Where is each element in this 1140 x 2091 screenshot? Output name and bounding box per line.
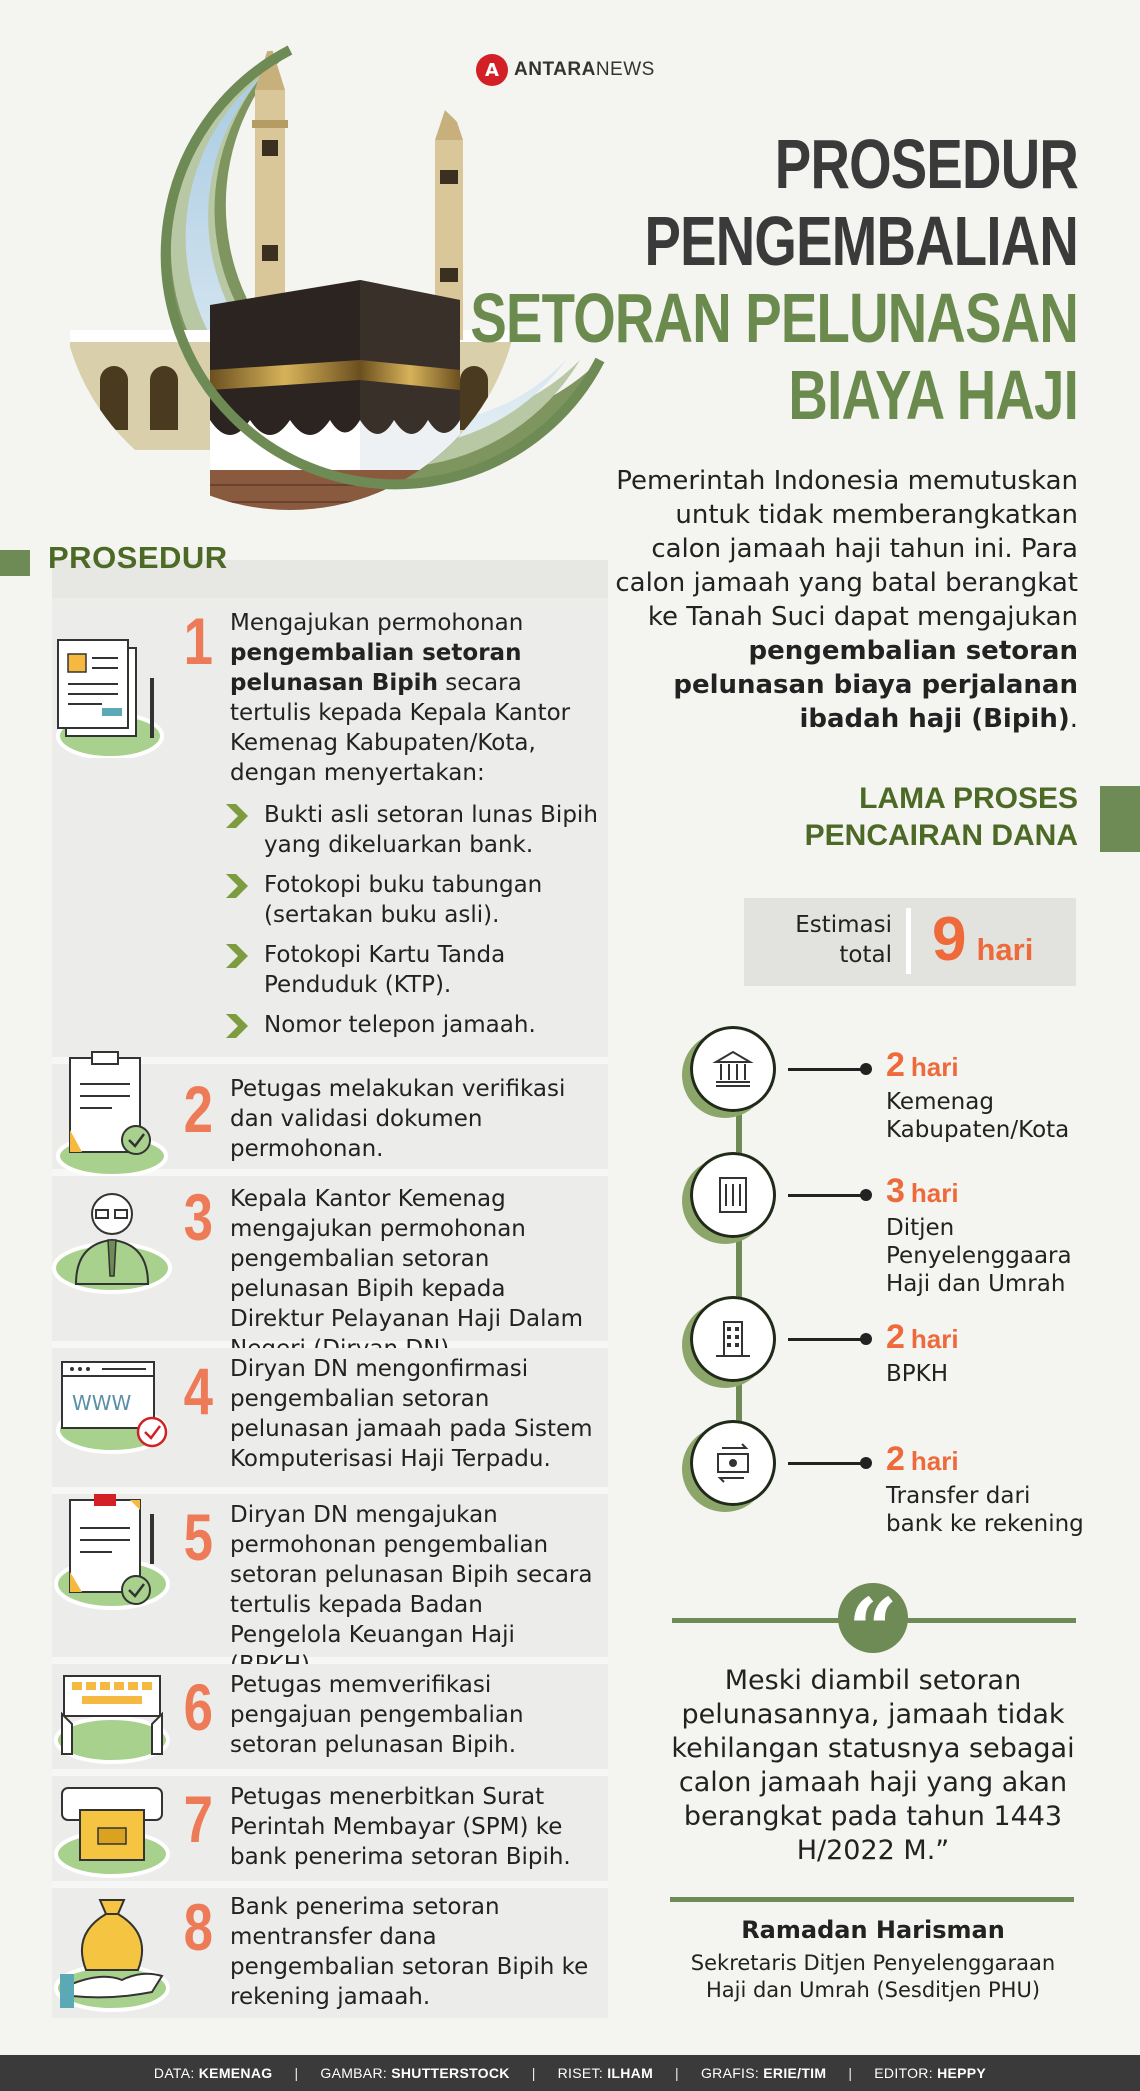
timeline-days-2: [886, 1172, 959, 1211]
procedure-step-3: [52, 1176, 608, 1348]
procedure-step-5: [52, 1494, 608, 1664]
divider: [906, 908, 911, 974]
requirement-text: Bukti asli setoran lunas Bipih yang dikeluarkan bank.: [264, 802, 598, 858]
procedure-heading: PROSEDUR: [48, 540, 228, 575]
intro-paragraph: [608, 464, 1078, 736]
credit-label: GRAFIS:: [700, 2065, 764, 2081]
quote-text: Meski diambil setoran pelunasannya, jamaah tidak kehilangan statusnya sebagai calon jamaah haji yang akan berangkat pada tahun 1443 H/2022 M.”: [671, 1665, 1075, 1866]
requirement-text: Fotokopi Kartu Tanda Penduduk (KTP).: [264, 942, 506, 998]
step-number: 3: [183, 1180, 214, 1254]
title-line-2: PENGEMBALIAN: [644, 202, 1078, 280]
estimated-total-label: Estimasi total: [795, 912, 892, 968]
chevron-right-icon: [226, 804, 252, 828]
money-transfer-icon: [712, 1442, 754, 1484]
intro-bold-text: pengembalian setoran pelunasan biaya perjalanan ibadah haji (Bipih): [673, 636, 1078, 734]
quote-bottom-rule: [670, 1897, 1074, 1902]
credit-value: KEMENAG: [198, 2065, 273, 2081]
separator: |: [294, 2065, 299, 2081]
step-number: 5: [183, 1500, 214, 1574]
procedure-step-6: [52, 1664, 608, 1776]
estimated-days-unit: hari: [976, 932, 1034, 967]
credit-label: EDITOR:: [874, 2065, 938, 2081]
keyboard-hands-icon: [52, 1664, 177, 1774]
days-number: 3: [886, 1172, 905, 1210]
timeline-node-2: [690, 1152, 776, 1238]
timeline-node-1: [690, 1026, 776, 1112]
step-text: Diryan DN mengonfirmasi pengembalian setoran pelunasan jamaah pada Sistem Komputerisasi Haji Terpadu.: [230, 1356, 593, 1472]
timeline-label-4: Transfer dari bank ke rekening: [886, 1483, 1084, 1537]
timeline-connector: [788, 1338, 868, 1341]
days-unit: hari: [910, 1446, 959, 1476]
requirement-text: Nomor telepon jamaah.: [264, 1012, 536, 1038]
timeline-dot: [860, 1333, 872, 1345]
step-number: 7: [183, 1782, 214, 1856]
requirement-item: [226, 800, 600, 860]
step-text: Petugas melakukan verifikasi dan validasi dokumen permohonan.: [230, 1076, 566, 1162]
procedure-step-8: [52, 1888, 608, 2018]
credits-footer: [0, 2055, 1140, 2091]
days-number: 2: [886, 1440, 905, 1478]
step-text: [230, 608, 600, 1050]
timeline-connector: [788, 1194, 868, 1197]
timeline-connector: [788, 1068, 868, 1071]
web-browser-icon: [52, 1356, 177, 1468]
timeline-connector: [788, 1462, 868, 1465]
office-building-icon: [712, 1174, 754, 1216]
official-person-icon: [52, 1184, 177, 1314]
tower-building-icon: [712, 1318, 754, 1360]
step-1-text-post: secara tertulis kepada Kepala Kantor Kemenag Kabupaten/Kota, dengan menyertakan:: [230, 670, 571, 786]
section-accent-bar: [0, 550, 30, 576]
separator: |: [675, 2065, 679, 2081]
antara-logo-icon: A: [476, 54, 508, 86]
days-number: 2: [886, 1318, 905, 1356]
step-text: Bank penerima setoran mentransfer dana pengembalian setoran Bipih ke rekening jamaah.: [230, 1894, 589, 2010]
estimated-total-value: [932, 904, 1033, 975]
quote-mark-icon: “: [838, 1583, 908, 1653]
duration-heading: [805, 780, 1078, 854]
title-line-3: SETORAN PELUNASAN: [470, 279, 1078, 357]
credit-value: SHUTTERSTOCK: [391, 2065, 510, 2081]
timeline-node-4: [690, 1420, 776, 1506]
step-number: 8: [183, 1890, 214, 1964]
quote-author-name: Ramadan Harisman: [741, 1916, 1005, 1944]
separator: |: [848, 2065, 853, 2081]
credit-graphics: [701, 2065, 826, 2081]
step-1-text-bold: pengembalian setoran pelunasan Bipih: [230, 640, 522, 696]
government-building-icon: [712, 1048, 754, 1090]
logo-text-bold: ANTARA: [514, 59, 596, 80]
step-1-text-pre: Mengajukan permohonan: [230, 610, 524, 636]
credit-research: [558, 2065, 653, 2081]
credit-value: ILHAM: [607, 2065, 654, 2081]
timeline-label-1: Kemenag Kabupaten/Kota: [886, 1089, 1070, 1143]
requirement-text: Fotokopi buku tabungan (sertakan buku asli).: [264, 872, 543, 928]
days-number: 2: [886, 1046, 905, 1084]
requirement-item: [226, 870, 600, 930]
intro-text: Pemerintah Indonesia memutuskan untuk tidak memberangkatkan calon jamaah haji tahun ini. Para calon jamaah yang batal berangkat ke Tanah Suci dapat mengajukan: [615, 466, 1078, 632]
clipboard-check-icon: [52, 1044, 177, 1176]
credit-data: [154, 2065, 273, 2081]
antara-logo: [476, 54, 655, 86]
www-text: WWW: [72, 1391, 132, 1415]
requirement-item: [226, 940, 600, 1000]
days-unit: hari: [910, 1178, 959, 1208]
credit-value: ERIE/TIM: [763, 2065, 827, 2081]
credit-image: [320, 2065, 509, 2081]
title-line-1: PROSEDUR: [774, 125, 1078, 203]
page-title: [470, 126, 1078, 434]
procedure-step-1: [52, 598, 608, 1064]
procedure-step-2: [52, 1064, 608, 1176]
requirements-list: [226, 800, 600, 1040]
chevron-right-icon: [226, 874, 252, 898]
estimated-total-box: [744, 898, 1076, 986]
timeline-dot: [860, 1457, 872, 1469]
logo-text-news: NEWS: [595, 59, 655, 80]
step-text: Petugas memverifikasi pengajuan pengembalian setoran pelunasan Bipih.: [230, 1672, 524, 1758]
timeline-node-3: [690, 1296, 776, 1382]
requirement-item: [226, 1010, 600, 1040]
credit-label: GAMBAR:: [320, 2065, 392, 2081]
timeline-days-3: [886, 1318, 959, 1357]
step-number: 6: [183, 1670, 214, 1744]
letter-check-icon: [52, 1494, 177, 1624]
step-text: Kepala Kantor Kemenag mengajukan permohonan pengembalian setoran pelunasan Bipih kepada Direktur Pelayanan Haji Dalam: [230, 1186, 584, 1332]
credit-label: DATA:: [153, 2065, 199, 2081]
timeline-days-1: [886, 1046, 959, 1085]
payment-printer-icon: [52, 1782, 177, 1886]
timeline-days-4: [886, 1440, 959, 1479]
duration-heading-line-2: PENCAIRAN DANA: [804, 819, 1078, 852]
timeline-label-3: BPKH: [886, 1361, 949, 1387]
credit-editor: [874, 2065, 986, 2081]
step-text: Petugas menerbitkan Surat Perintah Membayar (SPM) ke bank penerima setoran Bipih.: [230, 1784, 571, 1870]
timeline-label-2: Ditjen Penyelenggaara Haji dan Umrah: [886, 1215, 1072, 1297]
timeline-line: [736, 1070, 742, 1450]
procedure-step-7: [52, 1776, 608, 1888]
quote-author-role: Sekretaris Ditjen Penyelenggaraan Haji dan Umrah (Sesditjen PHU): [690, 1951, 1056, 2002]
title-line-4: BIAYA HAJI: [788, 356, 1078, 434]
timeline-dot: [860, 1063, 872, 1075]
chevron-right-icon: [226, 944, 252, 968]
step-number: 4: [183, 1354, 214, 1428]
section-accent-bar: [1100, 786, 1140, 852]
duration-heading-line-1: LAMA PROSES: [859, 782, 1078, 815]
procedure-step-4: [52, 1348, 608, 1494]
chevron-right-icon: [226, 1014, 252, 1038]
timeline-dot: [860, 1189, 872, 1201]
step-number: 2: [183, 1072, 214, 1146]
credit-label: RISET:: [557, 2065, 608, 2081]
document-icon: [52, 618, 177, 758]
step-number: 1: [183, 604, 214, 678]
separator: |: [531, 2065, 536, 2081]
estimated-days-number: 9: [932, 905, 967, 974]
credit-value: HEPPY: [937, 2065, 987, 2081]
money-bag-hand-icon: [52, 1888, 177, 2016]
days-unit: hari: [910, 1052, 959, 1082]
intro-end: .: [1069, 704, 1078, 734]
step-text: Diryan DN mengajukan permohonan pengembalian setoran pelunasan Bipih secara tertulis kepada Badan Pengelola Keuangan Haji: [230, 1502, 593, 1648]
days-unit: hari: [910, 1324, 959, 1354]
